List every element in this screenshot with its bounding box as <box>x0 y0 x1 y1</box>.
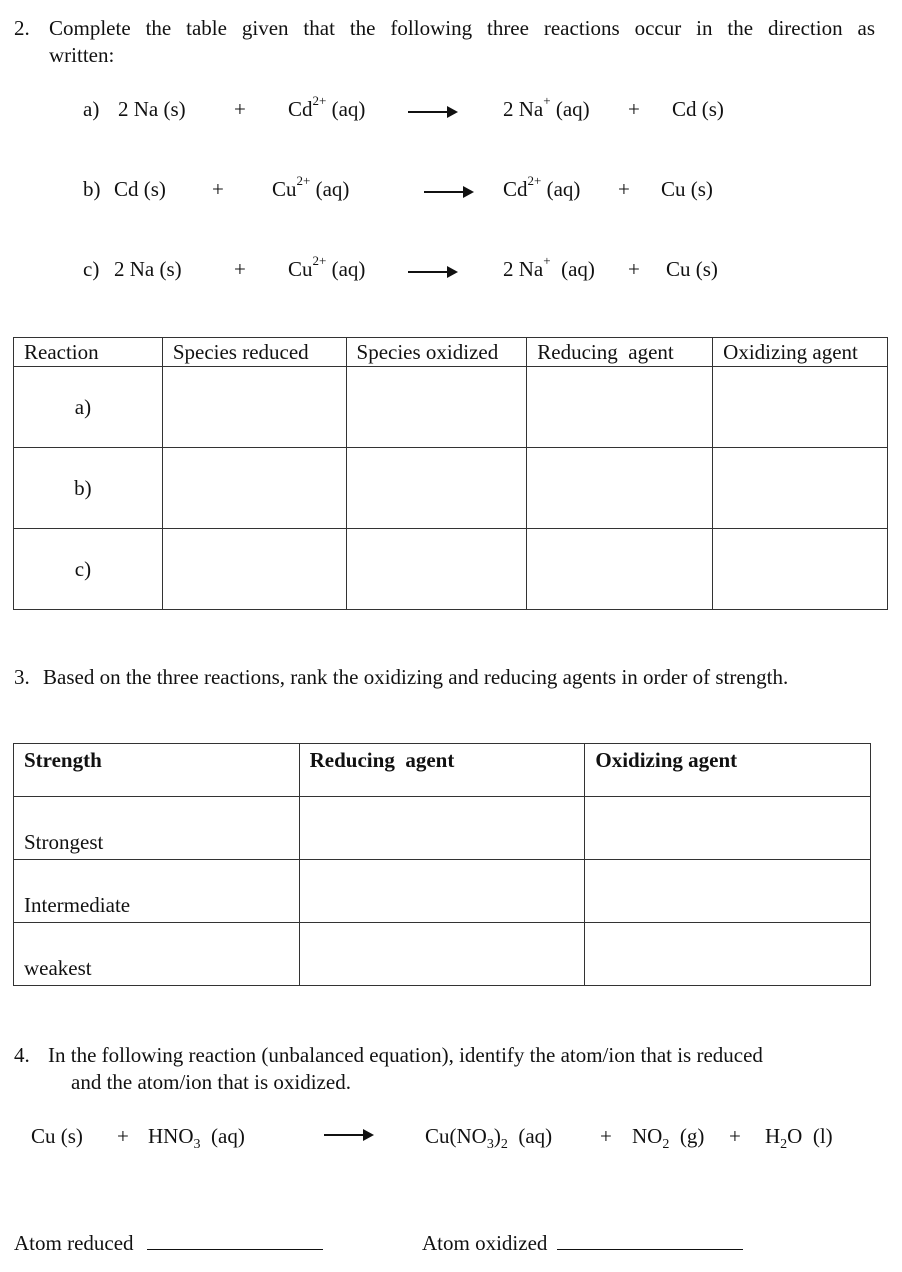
atom-oxidized-label: Atom oxidized <box>422 1231 548 1255</box>
plus-sign: + <box>628 97 640 121</box>
plus-sign: + <box>212 177 224 201</box>
answer-cell[interactable] <box>585 797 871 860</box>
strength-table <box>13 743 871 986</box>
table-row <box>14 860 871 923</box>
plus-sign: + <box>628 257 640 281</box>
product-1: 2 Na+ (aq) <box>503 93 590 121</box>
answer-cell[interactable] <box>527 448 713 529</box>
reactant-2: $Cd^{2+}$ (aq) <box>288 93 366 121</box>
q2-number: 2. <box>14 16 30 40</box>
reactant-1: Cu (s) <box>31 1124 83 1148</box>
product-2: $NO_2$ (g) <box>632 1124 705 1152</box>
product-2: Cu (s) <box>666 257 718 281</box>
plus-sign: + <box>117 1124 129 1148</box>
reactant-2: $Cu^{2+}$ (aq) <box>288 253 366 281</box>
table-row <box>14 367 888 448</box>
header-strength: Strength <box>14 744 300 797</box>
answer-cell[interactable] <box>346 448 527 529</box>
atom-reduced-label: Atom reduced <box>14 1231 134 1255</box>
product-1: $Cu(NO_3)_2$ (aq) <box>425 1124 553 1152</box>
reaction-arrow <box>408 111 456 113</box>
product-1: $Cd^{2+}$ (aq) <box>503 173 581 201</box>
header-species-reduced: Species reduced <box>162 338 346 367</box>
product-1: 2 Na+ (aq) <box>503 253 595 281</box>
q4-text-line1: In the following reaction (unbalanced equation), identify the atom/ion that is reduced <box>48 1043 763 1067</box>
reactant-1: 2 Na (s) <box>118 97 186 121</box>
table-row <box>14 448 888 529</box>
header-oxidizing-agent: Oxidizing agent <box>713 338 888 367</box>
reaction-arrow <box>324 1134 372 1136</box>
reactant-1: 2 Na (s) <box>114 257 182 281</box>
atom-oxidized <box>422 1231 743 1256</box>
answer-cell[interactable] <box>527 529 713 610</box>
row-label: Strongest <box>14 797 300 860</box>
header-reaction: Reaction <box>14 338 163 367</box>
row-label: b) <box>14 448 163 529</box>
answer-cell[interactable] <box>527 367 713 448</box>
reaction-label: a) <box>83 97 100 121</box>
q3-number: 3. <box>14 665 30 689</box>
row-label: weakest <box>14 923 300 986</box>
table-header-row <box>14 744 871 797</box>
answer-cell[interactable] <box>299 923 585 986</box>
row-label: a) <box>14 367 163 448</box>
answer-cell[interactable] <box>346 367 527 448</box>
q2-text-line1: Complete the table given that the following three reactions occur in the direction as <box>49 16 875 40</box>
reaction-arrow <box>424 191 472 193</box>
answer-cell[interactable] <box>162 529 346 610</box>
answer-cell[interactable] <box>346 529 527 610</box>
row-label: c) <box>14 529 163 610</box>
q4-text-line2: and the atom/ion that is oxidized. <box>71 1070 351 1094</box>
table-row <box>14 797 871 860</box>
answer-cell[interactable] <box>713 529 888 610</box>
reactant-2: $Cu^{2+}$ (aq) <box>272 173 350 201</box>
table-row <box>14 923 871 986</box>
answer-cell[interactable] <box>162 448 346 529</box>
table-row <box>14 529 888 610</box>
answer-cell[interactable] <box>299 797 585 860</box>
answer-cell[interactable] <box>299 860 585 923</box>
header-reducing-agent: Reducing agent <box>527 338 713 367</box>
row-label: Intermediate <box>14 860 300 923</box>
product-2: Cd (s) <box>672 97 724 121</box>
answer-cell[interactable] <box>713 367 888 448</box>
plus-sign: + <box>618 177 630 201</box>
table-header-row <box>14 338 888 367</box>
reaction-label: c) <box>83 257 100 281</box>
q4-number: 4. <box>14 1043 30 1067</box>
product-2: Cu (s) <box>661 177 713 201</box>
header-reducing-agent: Reducing agent <box>299 744 585 797</box>
atom-oxidized-blank[interactable] <box>557 1231 743 1250</box>
product-3: $H_2O$ (l) <box>765 1124 833 1152</box>
answer-cell[interactable] <box>585 860 871 923</box>
reaction-label: b) <box>83 177 101 201</box>
answer-cell[interactable] <box>162 367 346 448</box>
plus-sign: + <box>729 1124 741 1148</box>
reactant-2: $HNO_3$ (aq) <box>148 1124 245 1152</box>
plus-sign: + <box>234 97 246 121</box>
header-species-oxidized: Species oxidized <box>346 338 527 367</box>
reactant-1: Cd (s) <box>114 177 166 201</box>
answer-cell[interactable] <box>713 448 888 529</box>
q2-text-line2: written: <box>49 43 115 67</box>
header-oxidizing-agent: Oxidizing agent <box>585 744 871 797</box>
redox-table <box>13 337 888 610</box>
atom-reduced-blank[interactable] <box>147 1231 323 1250</box>
q3-text: Based on the three reactions, rank the oxidizing and reducing agents in order of strength. <box>43 665 789 689</box>
plus-sign: + <box>234 257 246 281</box>
plus-sign: + <box>600 1124 612 1148</box>
reaction-arrow <box>408 271 456 273</box>
atom-reduced <box>14 1231 323 1256</box>
answer-cell[interactable] <box>585 923 871 986</box>
